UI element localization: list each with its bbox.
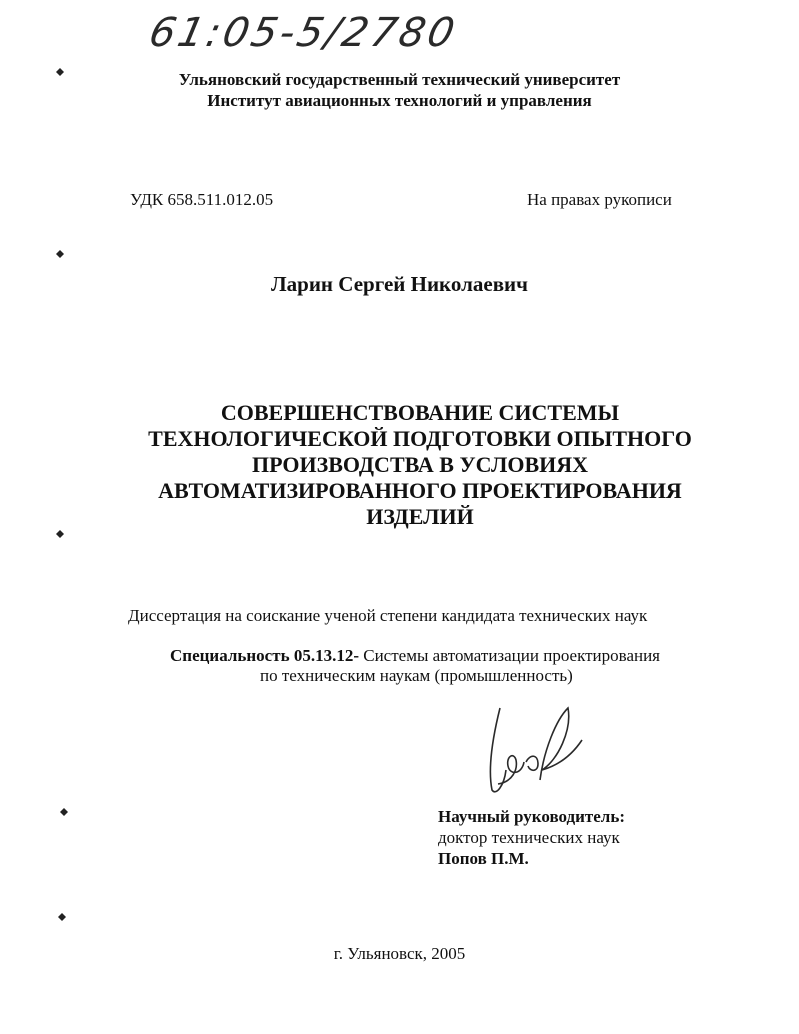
specialty-line-2: по техническим наукам (промышленность) [260,666,573,685]
title-line: АВТОМАТИЗИРОВАННОГО ПРОЕКТИРОВАНИЯ [158,478,682,503]
udk-code: УДК 658.511.012.05 [130,190,274,209]
author-name: Ларин Сергей Николаевич [271,272,528,296]
city-year: г. Ульяновск, 2005 [333,944,466,963]
dissertation-title [120,400,720,530]
title-line: СОВЕРШЕНСТВОВАНИЕ СИСТЕМЫ [220,400,620,425]
signature-icon [478,700,588,800]
scan-mark-icon [56,250,64,258]
rights-note: На правах рукописи [527,190,672,209]
title-line: ПРОИЗВОДСТВА В УСЛОВИЯХ [251,452,589,477]
handwritten-catalog-code: 61:05-5/2780 [145,10,462,56]
title-line: ИЗДЕЛИЙ [366,504,474,529]
scan-mark-icon [56,68,64,76]
dissertation-description: Диссертация на соискание ученой степени кандидата технических наук [128,606,648,625]
scan-mark-icon [60,808,68,816]
specialty-label: Специальность 05.13.12- [170,646,359,665]
supervisor-label: Научный руководитель: [438,807,625,826]
supervisor-block [438,806,625,869]
supervisor-name: Попов П.М. [438,849,529,868]
specialty-value: Системы автоматизации проектирования [358,646,661,665]
scan-mark-icon [58,913,66,921]
supervisor-degree: доктор технических наук [438,828,620,847]
institute-name: Институт авиационных технологий и управления [207,91,592,110]
specialty-line [170,646,660,666]
title-line: ТЕХНОЛОГИЧЕСКОЙ ПОДГОТОВКИ ОПЫТНОГО [148,426,692,451]
scan-mark-icon [56,530,64,538]
university-name: Ульяновский государственный технический университет [178,70,621,89]
